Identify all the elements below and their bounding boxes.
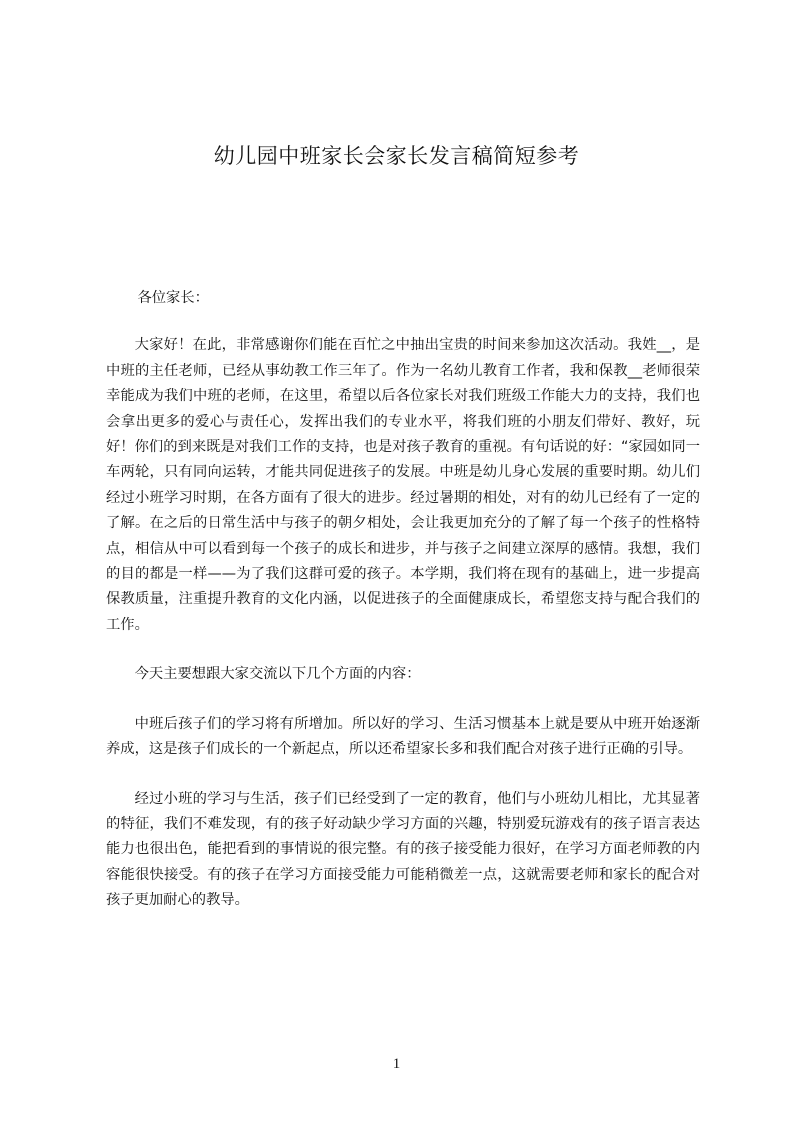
paragraph-child-differences: 经过小班的学习与生活，孩子们已经受到了一定的教育，他们与小班幼儿相比，尤其显著的特征，我们不难发现，有的孩子好动缺少学习方面的兴趣，特别爱玩游戏有的孩子语言表达能力也很出色，能把看到的事情说的很完整。有的孩子接受能力很好，在学习方面老师教的内容能很快接受。有的孩子在学习方面接受能力可能稍微差一点，这就需要老师和家长的配合对孩子更加耐心的教导。	[106, 790, 700, 909]
document-body	[106, 286, 700, 914]
salutation: 各位家长：	[137, 290, 209, 306]
paragraph-study-habits: 中班后孩子们的学习将有所增加。所以好的学习、生活习惯基本上就是要从中班开始逐渐养成，这是孩子们成长的一个新起点，所以还希望家长多和我们配合对孩子进行正确的引导。	[106, 715, 700, 758]
page-number: 1	[392, 1056, 401, 1072]
document-title: 幼儿园中班家长会家长发言稿简短参考	[213, 144, 580, 168]
paragraph-topics: 今天主要想跟大家交流以下几个方面的内容：	[134, 666, 421, 683]
paragraph-intro: 大家好！在此，非常感谢你们能在百忙之中抽出宝贵的时间来参加这次活动。我姓__，是中班的主任老师，已经从事幼教工作三年了。作为一名幼儿教育工作者，我和保教__老师很荣幸能成为我们中班的老师，在这里，希望以后各位家长对我们班级工作能大力的支持，我们也会拿出更多的爱心与责任心，发挥出我们的专业水平，将我们班的小朋友们带好、教好，玩好！你们的到来既是对我们工作的支持，也是对孩子教育的重视。有句话说的好：“家园如同一车两轮，只有同向运转，才能共同促进孩子的发展。中班是幼儿身心发展的重要时期。幼儿们经过小班学习时期，在各方面有了很大的进步。经过暑期的相处，对有的幼儿已经有了一定的了解。在之后的日常生活中与孩子的朝夕相处，会让我更加充分的了解了每一个孩子的性格特点，相信从中可以看到每一个孩子的成长和进步，并与孩子之间建立深厚的感情。我想，我们的目的都是一样——为了我们这群可爱的孩子。本学期，我们将在现有的基础上，进一步提高保教质量，注重提升教育的文化内涵，以促进孩子的全面健康成长，希望您支持与配合我们的工作。	[106, 337, 700, 633]
